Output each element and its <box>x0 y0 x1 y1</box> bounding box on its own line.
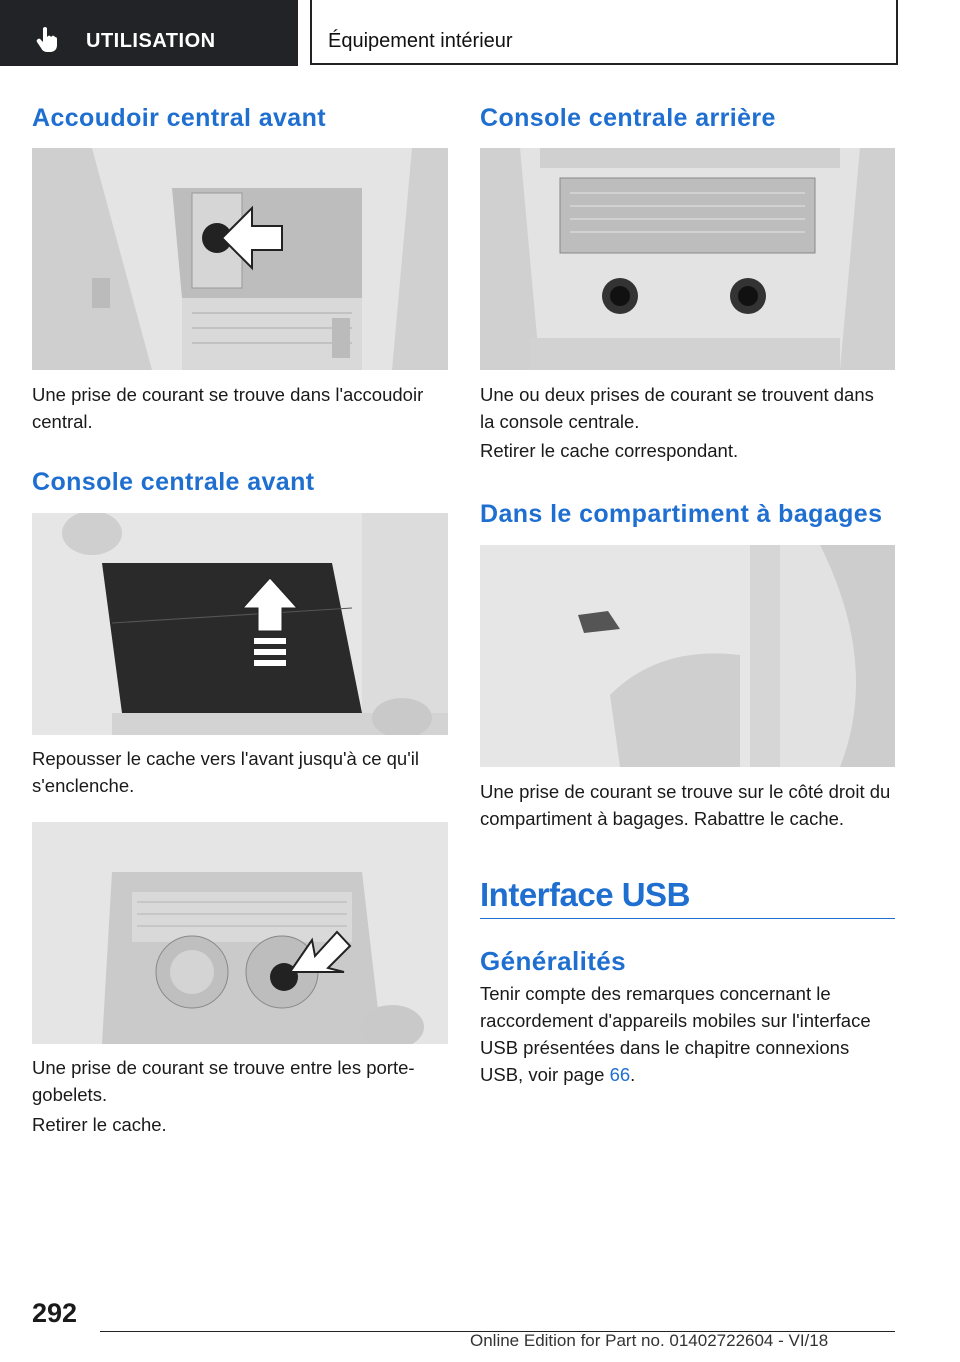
page-number: 292 <box>32 1298 78 1328</box>
heading-console-avant: Console centrale avant <box>32 468 315 496</box>
heading-bagages: Dans le compartiment à bagages <box>480 500 883 528</box>
page-link-66[interactable]: 66 <box>609 1064 631 1085</box>
heading-usb: Interface USB <box>480 876 690 913</box>
text-retirer: Retirer le cache. <box>32 1114 167 1135</box>
heading-console-arriere: Console centrale arrière <box>480 104 776 132</box>
page-header <box>0 0 960 66</box>
footer-edition: Online Edition for Part no. 01402722604 - VI/18 <box>470 1331 829 1350</box>
armrest-image <box>32 148 448 370</box>
rear-console-image <box>480 148 895 370</box>
text-retirer-correspondant: Retirer le cache correspondant. <box>480 440 739 461</box>
section-label: UTILISATION <box>86 30 216 52</box>
text-arriere: Une ou deux prises de courant se trouvent dans la console centrale. <box>480 384 874 432</box>
text-usb: Tenir compte des remarques concernant le raccordement d'appareils mobiles sur l'interface USB présentées dans le chapitre connexions USB, voir page 66. <box>480 983 871 1085</box>
usb-heading-rule <box>480 918 895 919</box>
chapter-title: Équipement intérieur <box>328 30 513 52</box>
section-tab[interactable] <box>0 0 298 66</box>
cupholder-image <box>32 822 448 1044</box>
text-porte-gobelets: Une prise de courant se trouve entre les porte-gobelets. <box>32 1057 415 1105</box>
heading-generalites: Généralités <box>480 946 627 976</box>
luggage-compartment-image <box>480 545 895 767</box>
hand-pointer-icon <box>36 26 58 57</box>
chapter-tab[interactable] <box>310 0 898 65</box>
heading-accoudoir: Accoudoir central avant <box>32 104 327 132</box>
text-accoudoir: Une prise de courant se trouve dans l'accoudoir central. <box>32 384 424 432</box>
front-console-image <box>32 513 448 735</box>
text-repousser: Repousser le cache vers l'avant jusqu'à ce qu'il s'enclenche. <box>32 748 419 796</box>
text-bagages: Une prise de courant se trouve sur le côté droit du compartiment à bagages. Rabattre le cache. <box>480 781 891 829</box>
